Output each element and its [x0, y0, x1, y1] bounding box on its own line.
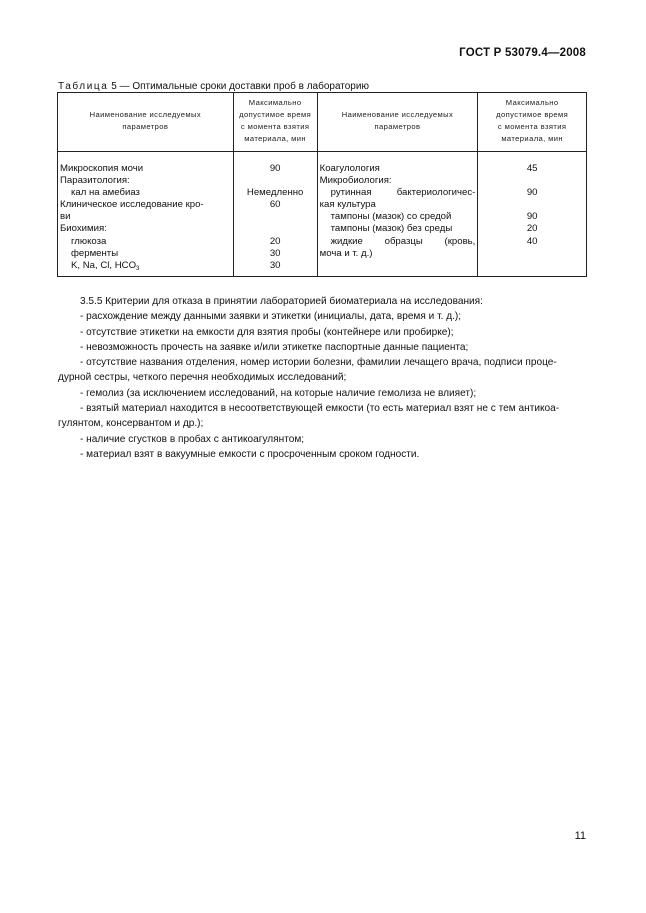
table-cell: Коагулология — [319, 163, 380, 174]
table-cell: Микробиология: — [319, 175, 392, 187]
header-parameter-left: Наименование исследуемых параметров — [58, 93, 234, 152]
table-cell: тампоны (мазок) без среды — [330, 223, 453, 235]
table-caption — [58, 81, 369, 92]
table-cell: рутинная бактериологичес- — [330, 187, 476, 199]
paragraph-line: гулянтом, консервантом и др.); — [58, 418, 204, 430]
header-time-left: Максимально допустимое время с момента взятия материала, мин — [233, 93, 317, 152]
table-cell: 30 — [269, 247, 281, 259]
paragraph-line: - отсутствие этикетки на емкости для взятия пробы (контейнере или пробирке); — [80, 326, 454, 338]
right-times-cell — [478, 152, 587, 277]
header-parameter-right: Наименование исследуемых параметров — [317, 93, 478, 152]
table-cell: 90 — [526, 187, 538, 199]
table-cell: ферменты — [71, 247, 119, 259]
table-cell: 30 — [269, 259, 281, 271]
header-time-right: Максимально допустимое время с момента взятия материала, мин — [478, 93, 587, 152]
paragraph-line: дурной сестры, четкого перечня необходимых исследований; — [58, 372, 347, 384]
table-cell: Клиническое исследование кро- — [60, 199, 204, 211]
paragraph-line: - материал взят в вакуумные емкости с просроченным сроком годности. — [80, 448, 420, 460]
table-cell: глюкоза — [71, 235, 107, 247]
paragraph-line: - невозможность прочесть на заявке и/или этикетке паспортные данные пациента; — [80, 341, 469, 353]
table-body-row — [58, 152, 587, 277]
page-number: 11 — [574, 830, 586, 842]
paragraph-line: - наличие сгустков в пробах с антикоагулянтом; — [80, 433, 305, 445]
table-cell: ви — [60, 211, 71, 223]
table-cell: K, Na, Cl, $HCO_3$ — [71, 259, 140, 272]
document-header: ГОСТ Р 53079.4—2008 — [459, 47, 586, 59]
right-parameters-cell — [317, 152, 478, 277]
delivery-times-table — [57, 92, 587, 277]
table-cell: жидкие образцы (кровь, — [330, 235, 476, 247]
table-header-row — [58, 93, 587, 152]
table-cell: 20 — [526, 223, 538, 235]
rejection-criteria-section — [58, 294, 590, 462]
table-cell: Биохимия: — [60, 223, 107, 235]
left-parameters-cell — [58, 152, 234, 277]
table-cell: Немедленно — [246, 187, 304, 199]
table-caption-label: Таблица — [58, 81, 109, 92]
paragraph-line: 3.5.5 Критерии для отказа в принятии лабораторией биоматериала на исследования: — [80, 296, 483, 307]
table-cell: 20 — [269, 235, 281, 247]
paragraph-line: - гемолиз (за исключением исследований, на которые наличие гемолиза не влияет); — [80, 387, 477, 399]
table-caption-number: 5 — [111, 81, 117, 92]
paragraph-line: - взятый материал находится в несоответствующей емкости (то есть материал взят не с тем антикоа- — [80, 403, 560, 415]
table-cell: 45 — [526, 163, 538, 174]
table-cell: тампоны (мазок) со средой — [330, 211, 452, 223]
table-cell: кая культура — [319, 199, 376, 211]
table-cell: кал на амебиаз — [71, 187, 140, 199]
table-cell: Паразитология: — [60, 175, 130, 187]
paragraph-line: - отсутствие названия отделения, номер истории болезни, фамилии лечащего врача, подписи проце- — [80, 357, 557, 369]
table-cell: 90 — [526, 211, 538, 223]
table-cell: 40 — [526, 235, 538, 247]
left-times-cell — [233, 152, 317, 277]
table-cell: Микроскопия мочи — [60, 163, 144, 174]
paragraph-line: - расхождение между данными заявки и этикетки (инициалы, дата, время и т. д.); — [80, 311, 462, 323]
table-cell: 60 — [269, 199, 281, 211]
table-cell: 90 — [269, 163, 281, 174]
table-caption-text: — Оптимальные сроки доставки проб в лабораторию — [119, 81, 369, 92]
table-cell: моча и т. д.) — [319, 247, 373, 259]
